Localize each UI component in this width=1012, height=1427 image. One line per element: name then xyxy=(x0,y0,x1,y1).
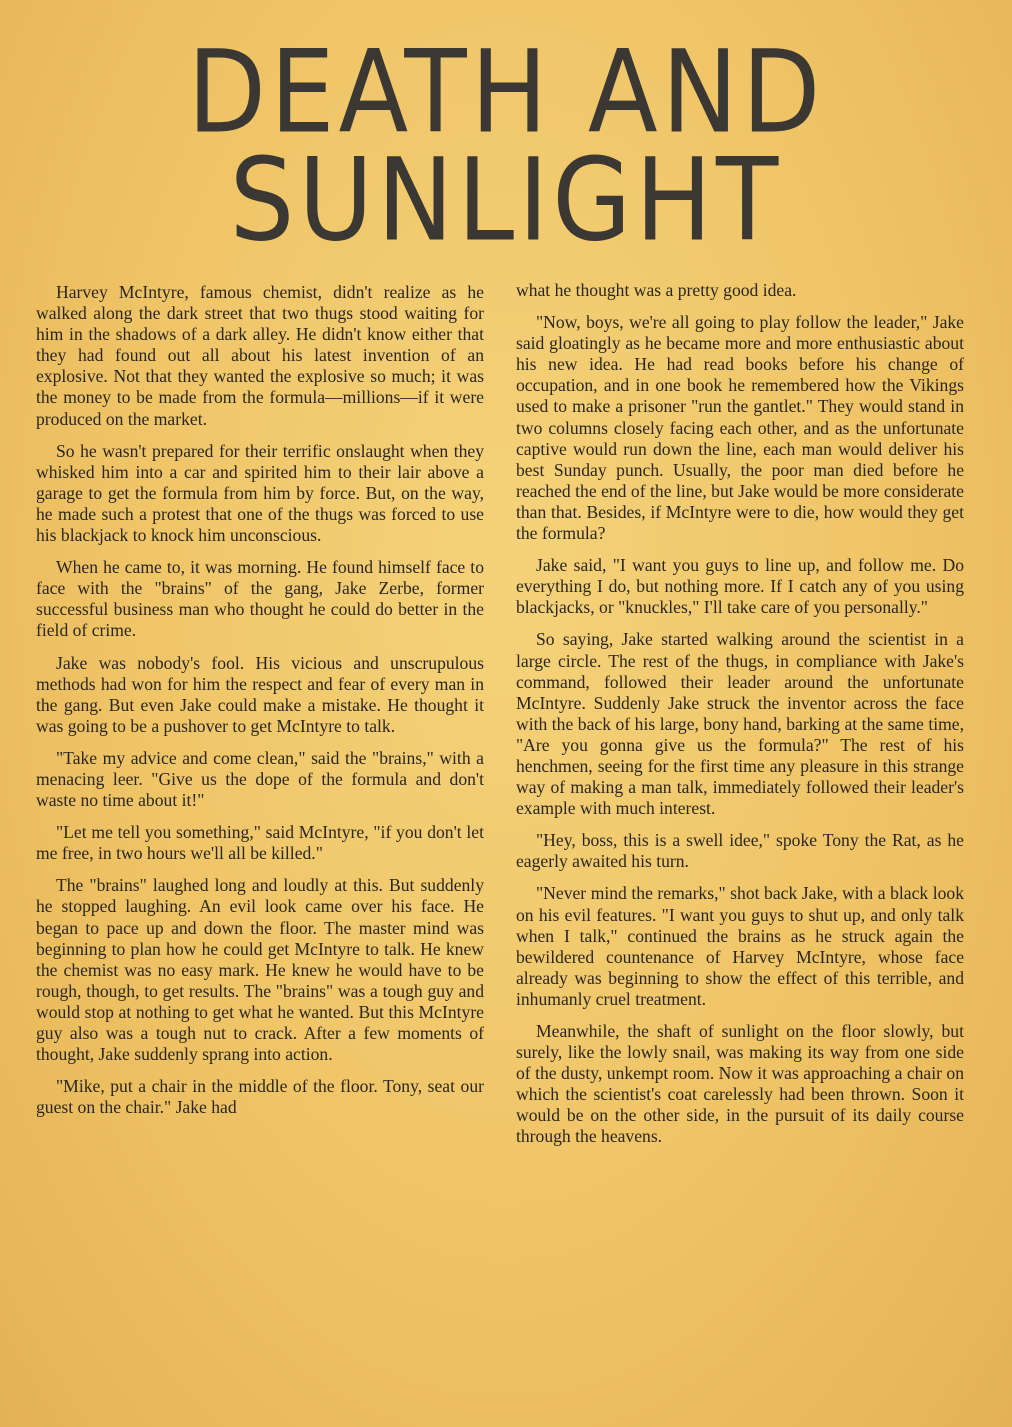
right-text-column xyxy=(516,280,964,1159)
paragraph: Meanwhile, the shaft of sunlight on the floor slowly, but surely, like the lowly snail, was making its way from one side of the dusty, unkempt room. Now it was approaching a chair on which the scientist's coat carelessly had been thrown. Soon it would be on the other side, in the pursuit of its daily course through the heavens. xyxy=(516,1021,964,1147)
paragraph: "Take my advice and come clean," said the "brains," with a menacing leer. "Give us the dope of the formula and don't waste no time about it!" xyxy=(36,747,484,811)
paragraph: When he came to, it was morning. He found himself face to face with the "brains" of the gang, Jake Zerbe, former successful business man who thought he could do better in the field of crime. xyxy=(36,557,484,641)
paragraph: So he wasn't prepared for their terrific onslaught when they whisked him into a car and spirited him to their lair above a garage to get the formula from him by force. But, on the way, he made such a protest that one of the thugs was forced to use his blackjack to knock him unconscious. xyxy=(36,440,484,546)
paragraph: Harvey McIntyre, famous chemist, didn't realize as he walked along the dark street that two thugs stood waiting for him in the shadows of a dark alley. He didn't know either that they had found out all about his latest invention of an explosive. Not that they wanted the explosive so much; it was the money to be made from the formula—millions—if it were produced on the market. xyxy=(36,282,484,429)
paragraph: what he thought was a pretty good idea. xyxy=(516,280,797,300)
paragraph: "Hey, boss, this is a swell idee," spoke Tony the Rat, as he eagerly awaited his turn. xyxy=(516,830,964,872)
left-text-column xyxy=(36,282,484,1129)
paragraph: "Never mind the remarks," shot back Jake, with a black look on his evil features. "I want you guys to shut up, and only talk when I talk," continued the brains as he struck again the bewildered countenance of Harvey McIntyre, whose face already was beginning to show the effect of this terrible, and inhumanly cruel treatment. xyxy=(516,883,964,1009)
paragraph: Jake said, "I want you guys to line up, and follow me. Do everything I do, but nothing more. If I catch any of you using blackjacks, or "knuckles," I'll take care of you personally." xyxy=(516,555,964,618)
paragraph: Jake was nobody's fool. His vicious and unscrupulous methods had won for him the respect and fear of every man in the gang. But even Jake could make a mistake. He thought it was going to be a pushover to get McIntyre to talk. xyxy=(36,652,484,736)
paragraph: The "brains" laughed long and loudly at this. But suddenly he stopped laughing. An evil look came over his face. He began to pace up and down the floor. The master mind was beginning to plan how he could get McIntyre to talk. He knew the chemist was no easy mark. He knew he would have to be rough, though, to get results. The "brains" was a tough guy and would stop at nothing to get what he wanted. But this McIntyre guy also was a tough nut to crack. After a few moments of thought, Jake suddenly sprang into action. xyxy=(36,875,484,1065)
paragraph: So saying, Jake started walking around the scientist in a large circle. The rest of the thugs, in compliance with Jake's command, followed their leader around the unfortunate McIntyre. Suddenly Jake struck the inventor across the face with the back of his large, bony hand, barking at the same time, "Are you gonna give us the formula?" The rest of his henchmen, seeing for the first time any pleasure in this strange way of making a man talk, immediately followed their leader's example with much interest. xyxy=(516,629,964,819)
paragraph: "Let me tell you something," said McIntyre, "if you don't let me free, in two hours we'll all be killed." xyxy=(36,822,484,864)
paragraph: "Now, boys, we're all going to play follow the leader," Jake said gloatingly as he became more and more enthusiastic about his new idea. He had read books before his change of occupation, and in one book he remembered how the Vikings used to make a prisoner "run the gantlet." They would stand in two columns closely facing each other, and as the unfortunate captive would run down the line, each man would deliver his best Sunday punch. Usually, the poor man died before he reached the end of the line, but Jake would be more considerate than that. Besides, if McIntyre were to die, how would they get the formula? xyxy=(516,312,964,544)
paragraph: "Mike, put a chair in the middle of the floor. Tony, seat our guest on the chair." Jake had xyxy=(36,1076,484,1118)
story-title-line-2: SUNLIGHT xyxy=(229,134,783,268)
story-title-line-1: DEATH AND xyxy=(187,26,825,160)
